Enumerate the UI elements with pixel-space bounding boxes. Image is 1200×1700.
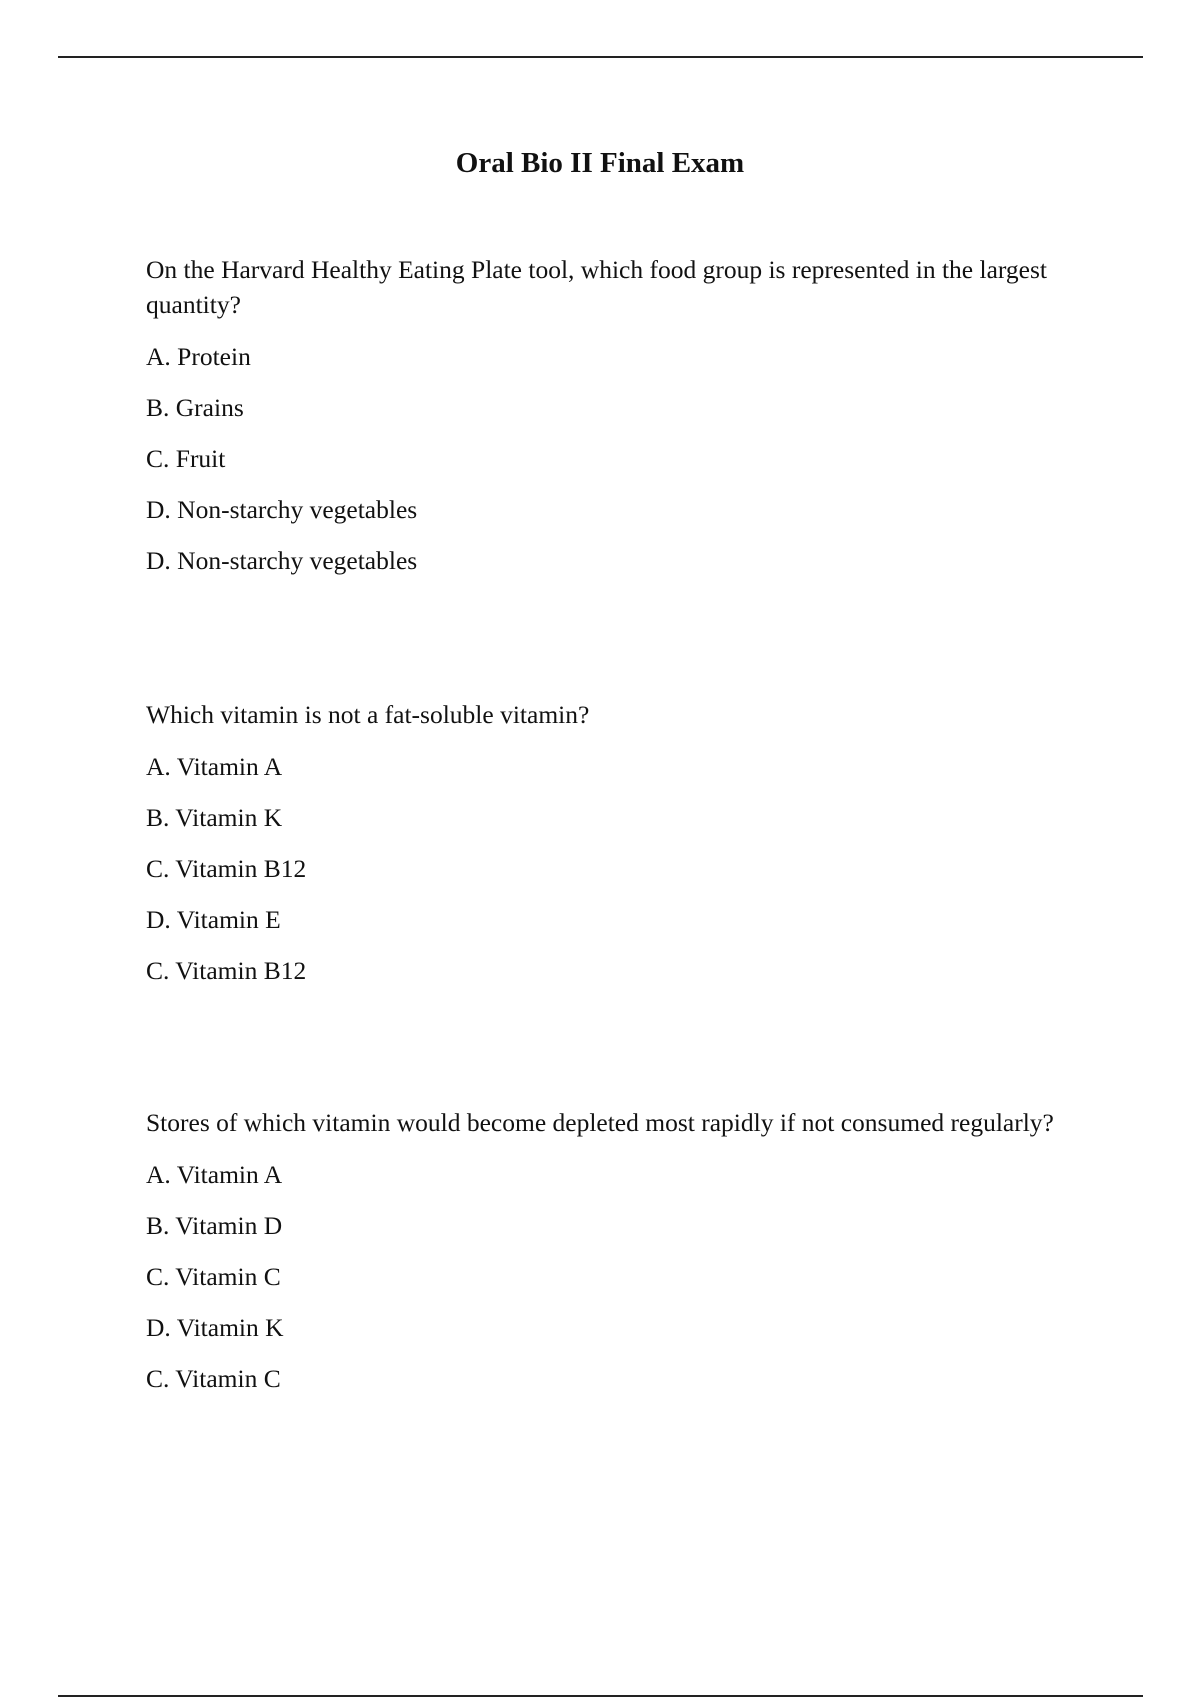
question-text: On the Harvard Healthy Eating Plate tool, which food group is represented in the largest quantity? — [146, 255, 1047, 319]
option-d: D. Vitamin E — [146, 905, 281, 934]
question-3 — [146, 1105, 1086, 1413]
option-b: B. Vitamin K — [146, 803, 283, 832]
option-a: A. Protein — [146, 342, 251, 371]
answer: C. Vitamin B12 — [146, 956, 307, 985]
question-2 — [146, 697, 1086, 1005]
option-d: D. Vitamin K — [146, 1313, 284, 1342]
option-b: B. Grains — [146, 393, 244, 422]
option-c: C. Vitamin B12 — [146, 854, 307, 883]
page-title: Oral Bio II Final Exam — [455, 147, 745, 179]
option-b: B. Vitamin D — [146, 1211, 283, 1240]
option-a: A. Vitamin A — [146, 752, 283, 781]
answer: C. Vitamin C — [146, 1364, 281, 1393]
option-d: D. Non-starchy vegetables — [146, 495, 418, 524]
question-text: Stores of which vitamin would become depleted most rapidly if not consumed regularly? — [146, 1108, 1054, 1137]
answer: D. Non-starchy vegetables — [146, 546, 418, 575]
top-rule — [58, 56, 1143, 58]
option-c: C. Fruit — [146, 444, 226, 473]
question-text: Which vitamin is not a fat-soluble vitamin? — [146, 700, 590, 729]
option-a: A. Vitamin A — [146, 1160, 283, 1189]
option-c: C. Vitamin C — [146, 1262, 281, 1291]
bottom-rule — [58, 1695, 1143, 1697]
question-1 — [146, 252, 1086, 595]
